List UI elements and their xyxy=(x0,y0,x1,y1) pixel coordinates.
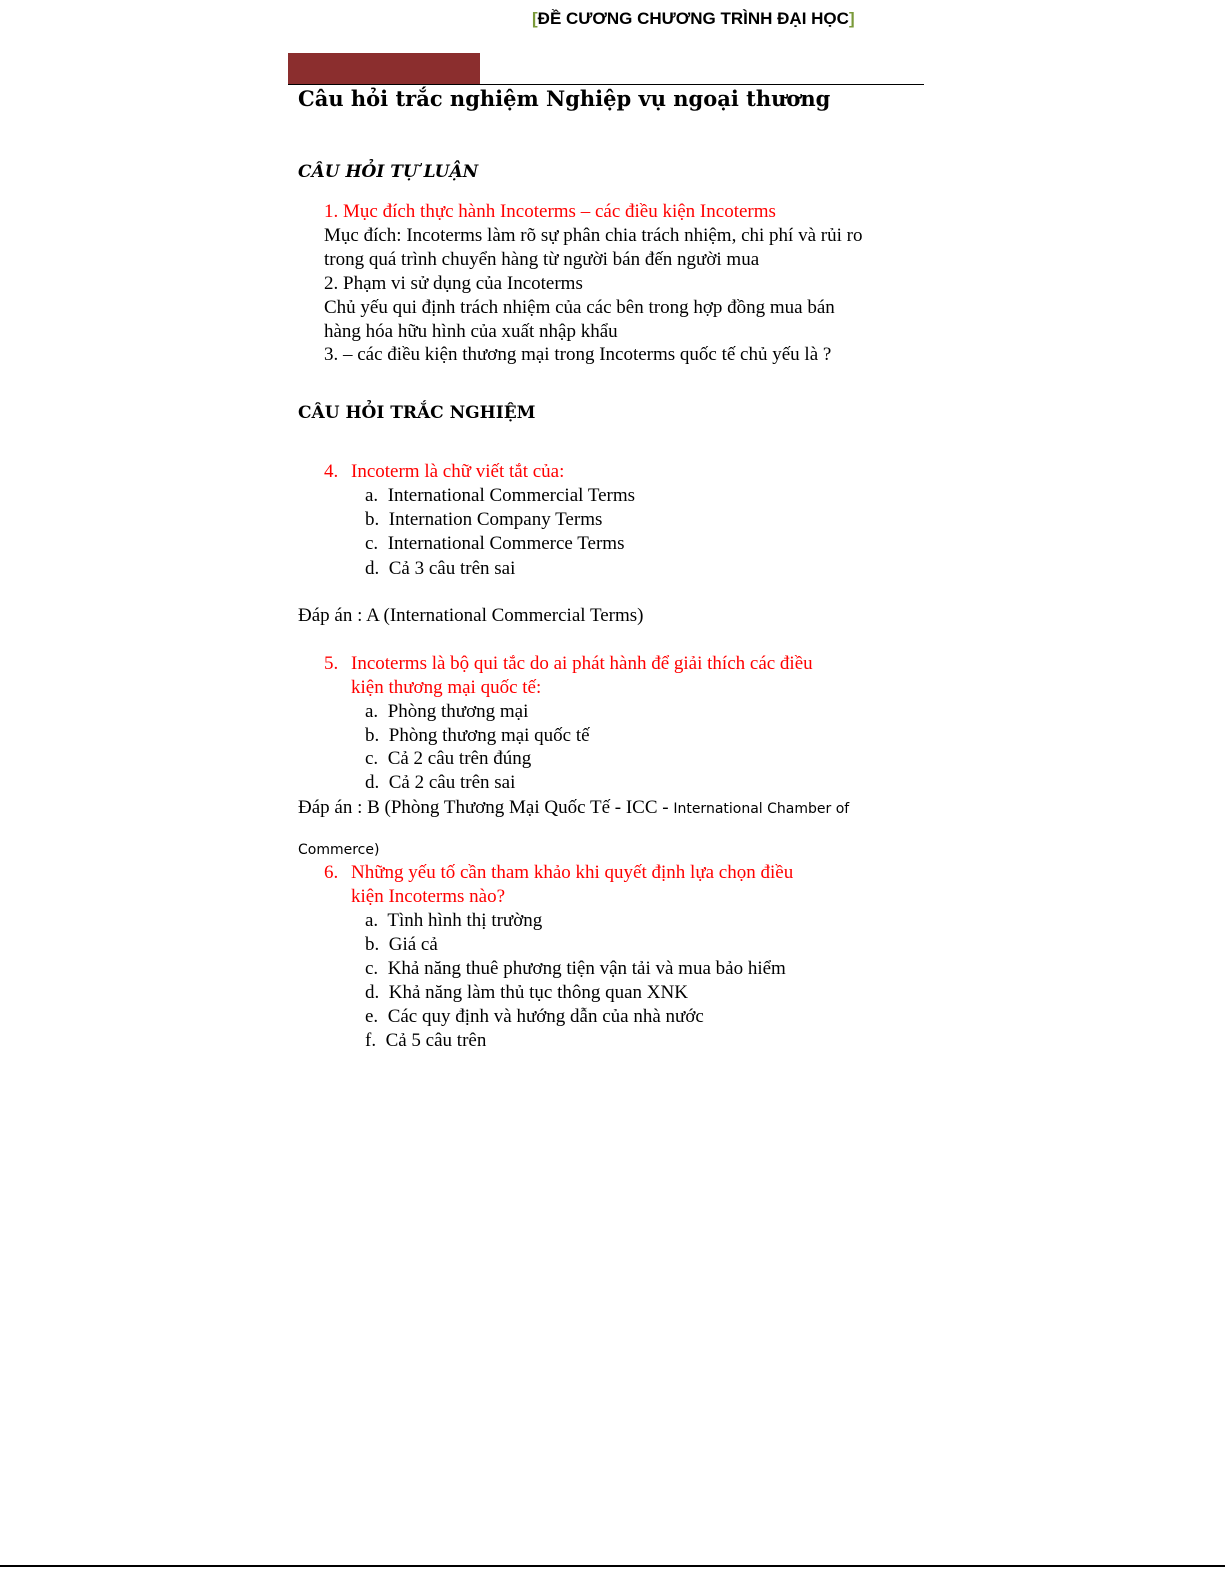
q4-question: Incoterm là chữ viết tắt của: xyxy=(351,461,565,482)
running-header xyxy=(532,9,855,29)
option-text: Giá cả xyxy=(388,934,438,955)
option-letter: e. xyxy=(365,1006,379,1027)
q6-number: 6. xyxy=(324,862,339,883)
q6-question-line1: Những yếu tố cần tham khảo khi quyết định lựa chọn điều xyxy=(351,862,794,883)
option-letter: a. xyxy=(365,910,379,931)
option-letter: d. xyxy=(365,772,380,793)
option-text: Cả 2 câu trên sai xyxy=(388,772,516,793)
q5-option-a xyxy=(365,700,528,724)
header-rule xyxy=(288,84,924,85)
q6-option-c xyxy=(365,957,786,981)
q5-answer xyxy=(298,796,849,821)
q4-option-d xyxy=(365,557,515,581)
q5-question-line1: Incoterms là bộ qui tắc do ai phát hành để giải thích các điều xyxy=(351,653,813,674)
option-text: Cả 2 câu trên đúng xyxy=(387,748,532,769)
q6-question-line2: kiện Incoterms nào? xyxy=(351,886,506,907)
option-text: Internation Company Terms xyxy=(388,509,603,530)
q4-option-c xyxy=(365,532,624,556)
essay-line: trong quá trình chuyển hàng từ người bán đến người mua xyxy=(324,249,760,270)
option-letter: b. xyxy=(365,725,380,746)
option-letter: a. xyxy=(365,701,379,722)
section-mcq-heading: CÂU HỎI TRẮC NGHIỆM xyxy=(298,403,536,423)
q5-answer-small: International Chamber of xyxy=(673,801,850,817)
essay-line: hàng hóa hữu hình của xuất nhập khẩu xyxy=(324,321,618,342)
q5-option-d xyxy=(365,771,515,795)
q5-answer-main: Đáp án : B (Phòng Thương Mại Quốc Tế - ICC - xyxy=(298,797,674,818)
document-title: Câu hỏi trắc nghiệm Nghiệp vụ ngoại thương xyxy=(298,86,831,111)
essay-line: 3. – các điều kiện thương mại trong Incoterms quốc tế chủ yếu là ? xyxy=(324,344,832,365)
essay-line: 2. Phạm vi sử dụng của Incoterms xyxy=(324,273,583,294)
option-letter: a. xyxy=(365,485,379,506)
page-bottom-border xyxy=(0,1565,1225,1567)
option-letter: c. xyxy=(365,533,379,554)
option-letter: d. xyxy=(365,982,380,1003)
option-text: Khả năng làm thủ tục thông quan XNK xyxy=(388,982,688,1003)
option-text: Các quy định và hướng dẫn của nhà nước xyxy=(387,1006,704,1027)
essay-line: Chủ yếu qui định trách nhiệm của các bên trong hợp đồng mua bán xyxy=(324,297,835,318)
q6-option-b xyxy=(365,933,438,957)
q5-option-c xyxy=(365,747,531,771)
q5-answer-cont: Commerce) xyxy=(298,842,380,858)
q4-number: 4. xyxy=(324,461,339,482)
option-letter: c. xyxy=(365,748,379,769)
q5-option-b xyxy=(365,724,590,748)
header-bracket-close: ] xyxy=(848,9,855,28)
option-text: Khả năng thuê phương tiện vận tải và mua bảo hiểm xyxy=(387,958,786,979)
q4-answer: Đáp án : A (International Commercial Terms) xyxy=(298,605,644,626)
essay-line: Mục đích: Incoterms làm rõ sự phân chia trách nhiệm, chi phí và rủi ro xyxy=(324,225,863,246)
option-text: Tình hình thị trường xyxy=(387,910,543,931)
option-text: Phòng thương mại xyxy=(387,701,529,722)
option-text: Phòng thương mại quốc tế xyxy=(388,725,590,746)
option-text: Cả 5 câu trên xyxy=(385,1030,487,1051)
q6-option-d xyxy=(365,981,688,1005)
header-bracket-open: [ xyxy=(532,9,538,28)
q6-option-f xyxy=(365,1029,486,1053)
q5-number: 5. xyxy=(324,653,339,674)
q6-option-e xyxy=(365,1005,704,1029)
q5-question-line2: kiện thương mại quốc tế: xyxy=(351,677,542,698)
option-letter: b. xyxy=(365,934,380,955)
option-text: International Commerce Terms xyxy=(387,533,625,554)
section-essay-heading: CÂU HỎI TỰ LUẬN xyxy=(298,162,479,182)
q4-option-a xyxy=(365,484,635,508)
option-text: International Commercial Terms xyxy=(387,485,636,506)
essay-q1: 1. Mục đích thực hành Incoterms – các điều kiện Incoterms xyxy=(324,201,776,222)
header-color-band xyxy=(288,53,480,84)
option-letter: f. xyxy=(365,1030,377,1051)
option-text: Cả 3 câu trên sai xyxy=(388,558,516,579)
option-letter: c. xyxy=(365,958,379,979)
option-letter: b. xyxy=(365,509,380,530)
option-letter: d. xyxy=(365,558,380,579)
header-text: ĐỀ CƯƠNG CHƯƠNG TRÌNH ĐẠI HỌC xyxy=(537,9,849,28)
q4-option-b xyxy=(365,508,602,532)
q6-option-a xyxy=(365,909,542,933)
